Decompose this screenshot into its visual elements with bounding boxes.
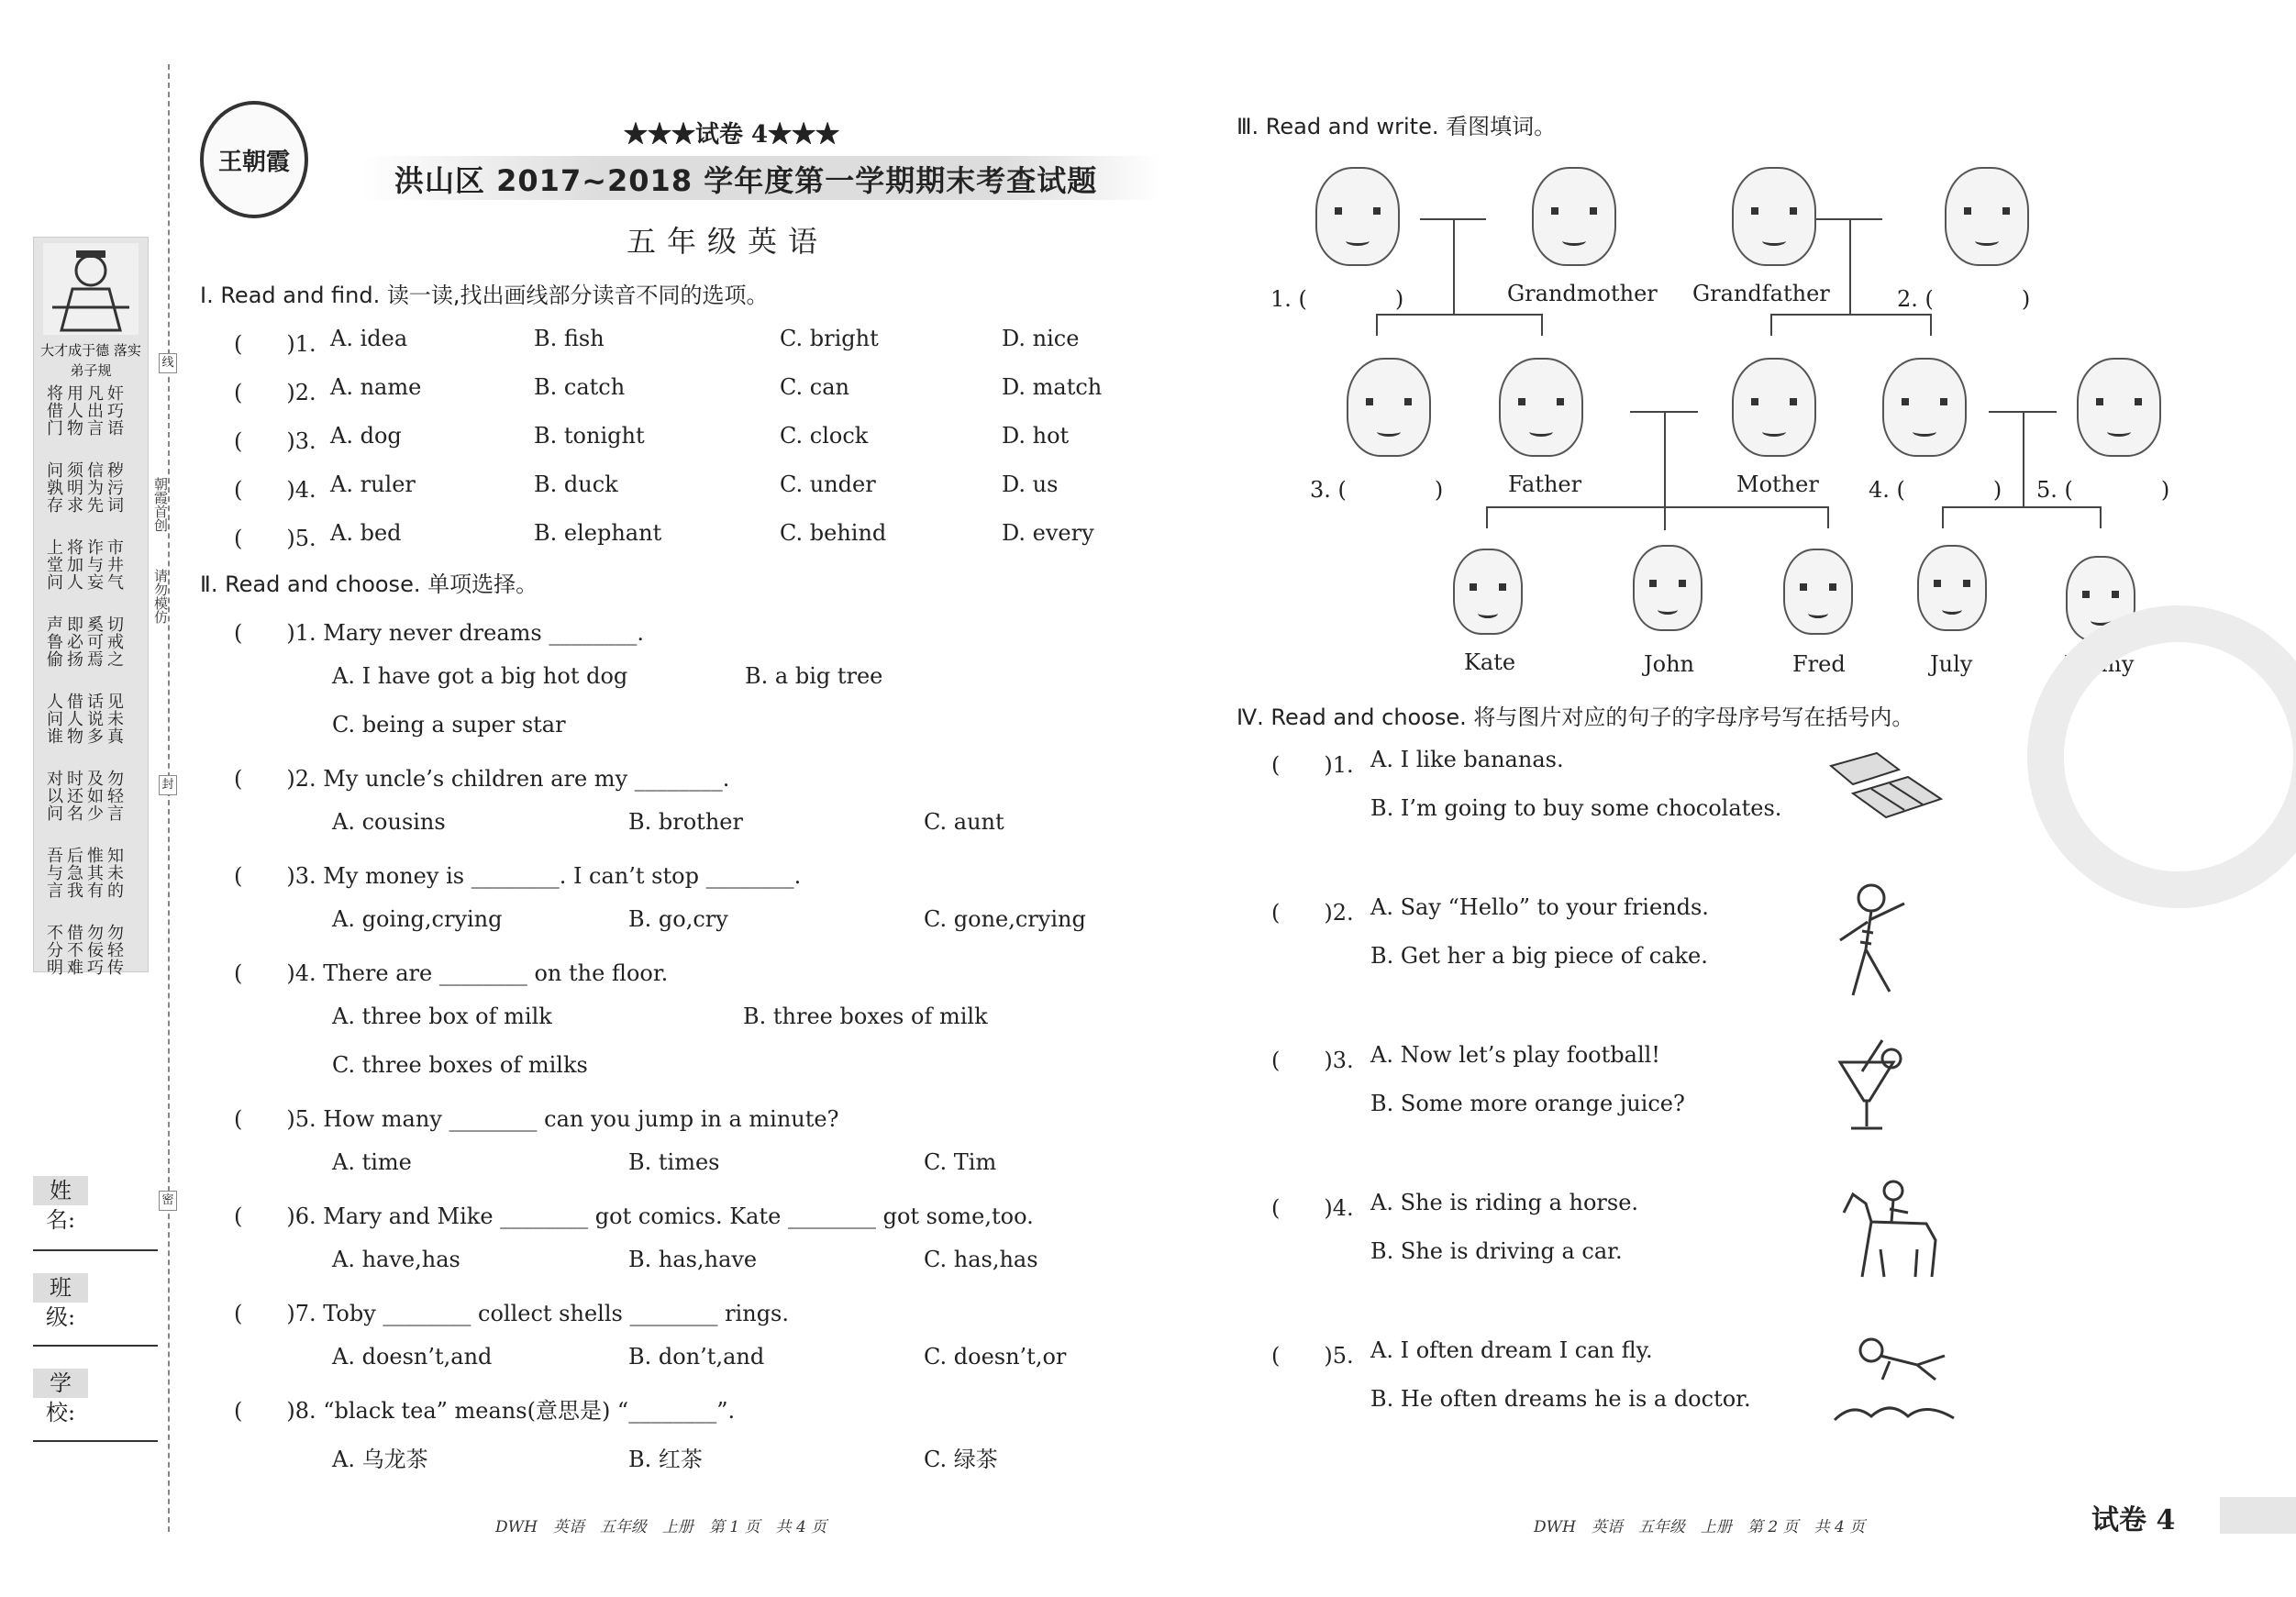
question-8: ( )8. “black tea” means(意思是) “________”. <box>234 1398 736 1424</box>
option-c: C. bright <box>780 326 879 351</box>
option-b: B. 红茶 <box>628 1447 703 1472</box>
mother-label: Mother <box>1736 471 1819 497</box>
aunt-portrait <box>1347 358 1431 457</box>
section-3-heading: Ⅲ. Read and write. 看图填词。 <box>1237 114 1557 139</box>
footer-left: DWH 英语 五年级 上册 第 1 页 共 4 页 <box>495 1518 827 1536</box>
blank-4[interactable]: 4. ( ) <box>1869 477 2002 503</box>
section-2-heading: Ⅱ. Read and choose. 单项选择。 <box>200 571 538 597</box>
binding-dashed-line <box>168 64 170 1532</box>
option-d: D. hot <box>1002 423 1070 449</box>
tree-line <box>1827 506 1829 528</box>
seal-box: 线 <box>159 353 177 373</box>
option-d: D. every <box>1002 520 1094 546</box>
question-7: ( )7. Toby ________ collect shells ________ rings. <box>234 1301 790 1326</box>
option-a: A. I have got a big hot dog <box>332 663 628 689</box>
motto-verse: 切戒之 奚可焉 即必扬 声鲁偷 <box>44 616 124 668</box>
q-number: ( )2. <box>1271 900 1354 926</box>
option-b: B. three boxes of milk <box>743 1004 988 1029</box>
class-field[interactable] <box>33 1345 158 1347</box>
option-b: B. elephant <box>534 520 662 546</box>
option-b: B. brother <box>628 809 743 835</box>
tree-line <box>1942 506 2100 508</box>
motto-verse: 市井气 诈与妄 将加人 上堂问 <box>44 538 124 591</box>
option-b: B. Some more orange juice? <box>1370 1091 1685 1116</box>
motto-verse: 奸巧语 凡出言 用人物 将借门 <box>44 384 124 437</box>
motto-panel <box>33 237 149 976</box>
side-label: 请勿模仿 <box>152 569 169 624</box>
option-a: A. have,has <box>332 1247 460 1272</box>
tree-line <box>1930 314 1932 336</box>
option-a: A. bed <box>330 520 402 546</box>
option-a: A. Now let’s play football! <box>1370 1042 1660 1068</box>
class-label: 班 级: <box>33 1273 88 1303</box>
tree-line <box>1770 314 1772 336</box>
name-label: 姓 名: <box>33 1176 88 1205</box>
seal-box: 封 <box>159 775 177 795</box>
kate-portrait <box>1453 549 1523 635</box>
tree-line <box>1942 506 1944 528</box>
q-number: ( )3. <box>234 428 316 454</box>
name-field[interactable] <box>33 1249 158 1251</box>
option-b: B. She is driving a car. <box>1370 1238 1623 1264</box>
motto-caption: 大才成于德 落实弟子规 <box>40 342 141 379</box>
option-c: C. three boxes of milks <box>332 1052 588 1078</box>
option-c: C. clock <box>780 423 869 449</box>
option-a: A. name <box>330 374 422 400</box>
option-a: A. three box of milk <box>332 1004 552 1029</box>
logo-text: 王朝霞 <box>217 149 290 176</box>
option-b: B. He often dreams he is a doctor. <box>1370 1386 1751 1412</box>
option-b: B. fish <box>534 326 605 351</box>
seal-box: 密 <box>159 1191 177 1211</box>
question-5: ( )5. How many ________ can you jump in a minute? <box>234 1106 839 1132</box>
tree-line <box>1486 506 1827 508</box>
motto-verse: 知未的 惟其有 后急我 吾与言 <box>44 847 124 899</box>
flying-boy-icon <box>1825 1328 1963 1438</box>
blank-5[interactable]: 5. ( ) <box>2036 477 2170 503</box>
question-3: ( )3. My money is ________. I can’t stop ________. <box>234 863 802 889</box>
option-a: A. cousins <box>332 809 446 835</box>
option-a: A. Say “Hello” to your friends. <box>1370 894 1709 920</box>
q-number: ( )1. <box>1271 752 1354 778</box>
tiger-icon <box>1816 876 1926 1004</box>
juice-glass-icon <box>1825 1035 1908 1136</box>
option-a: A. 乌龙茶 <box>332 1447 428 1472</box>
option-c: C. has,has <box>924 1247 1038 1272</box>
grandma-portrait <box>1945 167 2029 266</box>
kid-label: July <box>1930 651 1973 677</box>
option-b: B. times <box>628 1149 720 1175</box>
kid-label: Kate <box>1464 649 1516 675</box>
tree-line <box>1486 506 1488 528</box>
option-d: D. us <box>1002 471 1059 497</box>
school-label: 学 校: <box>33 1369 88 1398</box>
option-a: A. doesn’t,and <box>332 1344 493 1370</box>
option-d: D. match <box>1002 374 1103 400</box>
section-1-heading: Ⅰ. Read and find. 读一读,找出画线部分读音不同的选项。 <box>200 283 769 308</box>
option-b: B. tonight <box>534 423 645 449</box>
option-b: B. I’m going to buy some chocolates. <box>1370 795 1782 821</box>
option-c: C. doesn’t,or <box>924 1344 1067 1370</box>
kid-label: John <box>1644 651 1694 677</box>
fred-portrait <box>1783 549 1853 635</box>
mother-portrait <box>1732 358 1816 457</box>
chocolate-icon <box>1825 748 1950 826</box>
page-title: 洪山区 2017~2018 学年度第一学期期末考查试题 <box>394 163 1098 198</box>
horse-rider-icon <box>1825 1176 1963 1286</box>
option-a: A. I often dream I can fly. <box>1370 1337 1653 1363</box>
motto-verse: 秽污词 信为先 须明求 问孰存 <box>44 461 124 514</box>
tree-line <box>1376 314 1378 336</box>
q-number: ( )2. <box>234 380 316 405</box>
option-a: A. idea <box>330 326 408 351</box>
question-1: ( )1. Mary never dreams ________. <box>234 620 644 646</box>
john-portrait <box>1633 545 1703 631</box>
paper-tag-bar <box>2220 1497 2296 1534</box>
kid-label: Jimmy <box>2064 651 2135 677</box>
q-number: ( )5. <box>1271 1343 1354 1369</box>
motto-verse: 勿轻言 及如少 时还名 对以问 <box>44 770 124 822</box>
option-c: C. aunt <box>924 809 1004 835</box>
motto-verse: 勿轻传 勿佞巧 借不难 不分明 <box>44 924 124 976</box>
question-4: ( )4. There are ________ on the floor. <box>234 960 669 986</box>
publisher-logo <box>200 101 308 218</box>
option-c: C. 绿茶 <box>924 1447 998 1472</box>
section-4-heading: Ⅳ. Read and choose. 将与图片对应的句子的字母序号写在括号内。 <box>1237 704 1914 730</box>
father-label: Father <box>1508 471 1582 497</box>
page-subtitle: 五年级英语 <box>627 224 829 259</box>
option-c: C. being a super star <box>332 712 566 738</box>
q-number: ( )4. <box>1271 1195 1354 1221</box>
option-c: C. gone,crying <box>924 906 1086 932</box>
option-a: A. ruler <box>330 471 416 497</box>
paper-tag: 试卷 4 <box>2091 1504 2176 1536</box>
option-b: B. Get her a big piece of cake. <box>1370 943 1708 969</box>
grandfather-label: Grandfather <box>1692 281 1830 306</box>
scholar-figure <box>43 243 139 335</box>
father-portrait <box>1499 358 1583 457</box>
kid-label: Fred <box>1792 651 1846 677</box>
side-label: 朝霞首创 <box>152 477 169 532</box>
option-b: B. catch <box>534 374 626 400</box>
tree-line <box>1849 218 1851 314</box>
tree-line <box>1376 314 1541 316</box>
option-c: C. under <box>780 471 876 497</box>
q-number: ( )1. <box>234 331 316 357</box>
option-c: C. behind <box>780 520 887 546</box>
option-d: D. nice <box>1002 326 1080 351</box>
tree-line <box>2100 506 2102 528</box>
blank-3[interactable]: 3. ( ) <box>1310 477 1444 503</box>
blank-2[interactable]: 2. ( ) <box>1897 286 2031 312</box>
option-a: A. She is riding a horse. <box>1370 1190 1639 1215</box>
option-a: A. going,crying <box>332 906 503 932</box>
option-a: A. time <box>332 1149 412 1175</box>
grandpa-portrait <box>1315 167 1400 266</box>
grandmother-portrait <box>1532 167 1616 266</box>
aunt2-portrait <box>1882 358 1967 457</box>
option-c: C. Tim <box>924 1149 997 1175</box>
tree-line <box>1541 314 1543 336</box>
option-b: B. has,have <box>628 1247 758 1272</box>
school-field[interactable] <box>33 1440 158 1442</box>
uncle-portrait <box>2077 358 2161 457</box>
question-2: ( )2. My uncle’s children are my ________. <box>234 766 730 792</box>
q-number: ( )3. <box>1271 1048 1354 1073</box>
tree-line <box>2023 411 2024 506</box>
grandfather-portrait <box>1732 167 1816 266</box>
tree-line <box>1770 314 1930 316</box>
motto-verse: 见未真 话说多 借人物 人问谁 <box>44 693 124 745</box>
q-number: ( )5. <box>234 526 316 551</box>
option-c: C. can <box>780 374 849 400</box>
july-portrait <box>1917 545 1987 631</box>
option-b: B. go,cry <box>628 906 728 932</box>
option-b: B. a big tree <box>745 663 883 689</box>
grandmother-label: Grandmother <box>1507 281 1658 306</box>
question-6: ( )6. Mary and Mike ________ got comics. Kate ________ got some,too. <box>234 1203 1034 1229</box>
option-b: B. don’t,and <box>628 1344 765 1370</box>
option-b: B. duck <box>534 471 618 497</box>
footer-right: DWH 英语 五年级 上册 第 2 页 共 4 页 <box>1534 1518 1866 1536</box>
paper-number: ★★★试卷 4★★★ <box>624 121 840 149</box>
option-a: A. dog <box>330 423 402 449</box>
tree-line <box>1453 218 1455 314</box>
q-number: ( )4. <box>234 477 316 503</box>
option-a: A. I like bananas. <box>1370 747 1564 772</box>
tree-line <box>1664 411 1666 530</box>
blank-1[interactable]: 1. ( ) <box>1270 286 1404 312</box>
